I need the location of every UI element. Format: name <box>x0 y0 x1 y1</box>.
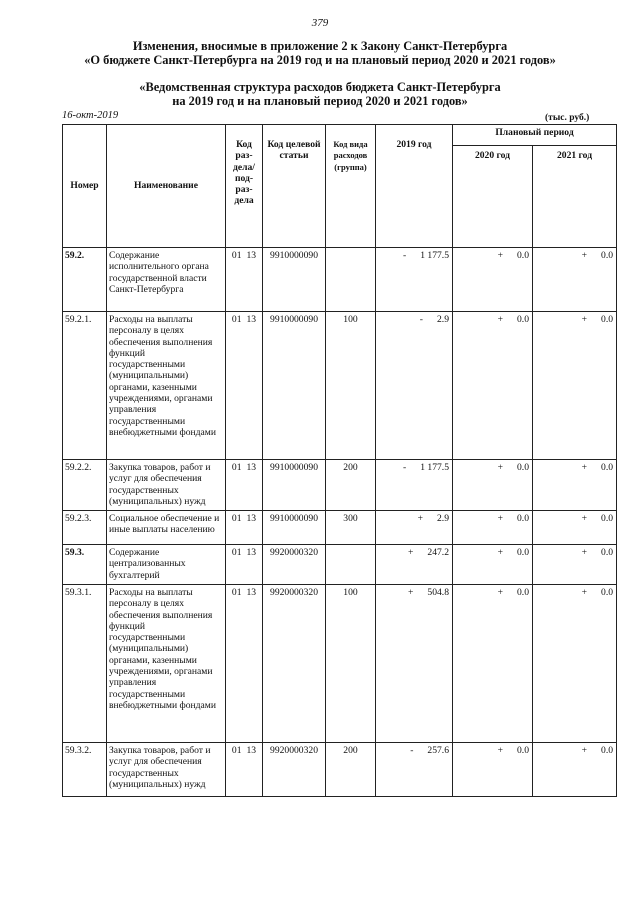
row-name: Закупка товаров, работ и услуг для обеспечения государственных (муниципальных) нужд <box>107 743 226 797</box>
sign: + <box>497 745 503 756</box>
subsection-code: 13 <box>246 250 257 261</box>
subsection-code: 13 <box>246 587 257 598</box>
value: 2.9 <box>437 513 449 524</box>
row-kind-code <box>326 545 376 585</box>
table-row <box>63 460 617 511</box>
row-kind-code: 100 <box>326 312 376 460</box>
sign: + <box>497 513 503 524</box>
sign: + <box>581 462 588 473</box>
row-name: Содержание исполнительного органа государственной власти Санкт-Петербурга <box>107 248 226 312</box>
row-2021-amount <box>533 511 617 545</box>
value: 257.6 <box>427 745 449 756</box>
budget-table <box>62 124 617 797</box>
row-2019-amount <box>376 585 453 743</box>
section-code: 01 <box>231 745 242 756</box>
sign: - <box>403 462 407 473</box>
units-label: (тыс. руб.) <box>545 113 590 123</box>
row-target-code: 9910000090 <box>263 511 326 545</box>
row-2019-amount <box>376 248 453 312</box>
sign: - <box>403 250 407 261</box>
subsection-code: 13 <box>246 745 257 756</box>
value: 0.0 <box>517 462 529 473</box>
row-name: Расходы на выплаты персоналу в целях обеспечения выполнения функций государственными (муниципальными) органами, казенными учреждениями, органами управления государственными внебюджетными фондами <box>107 312 226 460</box>
row-number: 59.3.2. <box>63 743 107 797</box>
value: 504.8 <box>427 587 449 598</box>
row-kind-code: 100 <box>326 585 376 743</box>
document-date: 16-окт-2019 <box>62 110 119 121</box>
row-name: Закупка товаров, работ и услуг для обеспечения государственных (муниципальных) нужд <box>107 460 226 511</box>
row-number: 59.2.3. <box>63 511 107 545</box>
row-2019-amount <box>376 460 453 511</box>
value: 247.2 <box>427 547 449 558</box>
section-code: 01 <box>231 547 242 558</box>
row-section-code <box>226 248 263 312</box>
row-number: 59.2.1. <box>63 312 107 460</box>
row-2021-amount <box>533 545 617 585</box>
table-row <box>63 248 617 312</box>
header-kind-code: Код вида расходов (группа) <box>326 125 376 248</box>
row-2019-amount <box>376 312 453 460</box>
header-2020: 2020 год <box>453 145 533 247</box>
value: 0.0 <box>517 250 529 261</box>
value: 0.0 <box>601 462 614 473</box>
law-title-line-1: Изменения, вносимые в приложение 2 к Закону Санкт-Петербурга <box>132 39 508 53</box>
sign: + <box>497 587 503 598</box>
row-2020-amount <box>453 585 533 743</box>
row-target-code: 9920000320 <box>263 545 326 585</box>
subsection-code: 13 <box>246 314 257 325</box>
row-kind-code <box>326 248 376 312</box>
page-number: 379 <box>311 17 329 29</box>
subsection-code: 13 <box>246 547 257 558</box>
table-row <box>63 511 617 545</box>
sign: + <box>417 513 423 524</box>
value: 0.0 <box>601 314 614 325</box>
row-section-code <box>226 743 263 797</box>
sign: + <box>497 250 503 261</box>
row-section-code <box>226 511 263 545</box>
row-kind-code: 200 <box>326 460 376 511</box>
sign: + <box>497 462 503 473</box>
header-name: Наименование <box>107 125 226 248</box>
value: 0.0 <box>601 250 614 261</box>
section-code: 01 <box>231 587 242 598</box>
row-2021-amount <box>533 312 617 460</box>
table-row <box>63 545 617 585</box>
row-section-code <box>226 312 263 460</box>
value: 2.9 <box>437 314 449 325</box>
row-2020-amount <box>453 511 533 545</box>
header-target-code: Код целевой статьи <box>263 125 326 248</box>
header-plan-period: Плановый период <box>453 125 617 146</box>
row-target-code: 9910000090 <box>263 312 326 460</box>
row-2020-amount <box>453 743 533 797</box>
row-target-code: 9910000090 <box>263 460 326 511</box>
value: 0.0 <box>601 587 614 598</box>
row-target-code: 9910000090 <box>263 248 326 312</box>
row-number: 59.2.2. <box>63 460 107 511</box>
row-2021-amount <box>533 585 617 743</box>
row-2020-amount <box>453 248 533 312</box>
value: 0.0 <box>601 745 614 756</box>
row-2019-amount <box>376 511 453 545</box>
appendix-title-line-1: «Ведомственная структура расходов бюджета Санкт-Петербурга <box>139 80 501 94</box>
sign: + <box>581 513 588 524</box>
sign: + <box>581 587 588 598</box>
row-kind-code: 300 <box>326 511 376 545</box>
table-row <box>63 585 617 743</box>
row-2020-amount <box>453 545 533 585</box>
row-section-code <box>226 545 263 585</box>
row-2019-amount <box>376 743 453 797</box>
row-2021-amount <box>533 248 617 312</box>
row-section-code <box>226 585 263 743</box>
row-section-code <box>226 460 263 511</box>
row-2019-amount <box>376 545 453 585</box>
subsection-code: 13 <box>246 513 257 524</box>
sign: + <box>581 547 588 558</box>
sign: + <box>407 547 414 558</box>
law-title-line-2: «О бюджете Санкт-Петербурга на 2019 год и на плановый период 2020 и 2021 годов» <box>84 53 556 67</box>
sign: + <box>581 250 588 261</box>
row-number: 59.3.1. <box>63 585 107 743</box>
row-2020-amount <box>453 460 533 511</box>
value: 0.0 <box>517 314 529 325</box>
row-kind-code: 200 <box>326 743 376 797</box>
row-target-code: 9920000320 <box>263 743 326 797</box>
value: 0.0 <box>517 587 529 598</box>
section-code: 01 <box>231 513 242 524</box>
table-row <box>63 743 617 797</box>
row-2021-amount <box>533 743 617 797</box>
row-name: Социальное обеспечение и иные выплаты населению <box>107 511 226 545</box>
header-2019: 2019 год <box>376 125 453 248</box>
sign: + <box>497 547 503 558</box>
row-2020-amount <box>453 312 533 460</box>
section-code: 01 <box>231 250 242 261</box>
section-code: 01 <box>231 462 242 473</box>
value: 0.0 <box>517 513 529 524</box>
row-number: 59.2. <box>63 248 107 312</box>
value: 0.0 <box>517 745 529 756</box>
value: 0.0 <box>601 513 614 524</box>
subsection-code: 13 <box>246 462 257 473</box>
header-section-code: Код раз-дела/ под-раз-дела <box>226 125 263 248</box>
row-2021-amount <box>533 460 617 511</box>
appendix-title-line-2: на 2019 год и на плановый период 2020 и 2021 годов» <box>172 94 468 108</box>
sign: - <box>410 745 414 756</box>
row-number: 59.3. <box>63 545 107 585</box>
sign: + <box>407 587 414 598</box>
sign: + <box>581 745 588 756</box>
table-row <box>63 312 617 460</box>
sign: + <box>581 314 588 325</box>
value: 0.0 <box>517 547 529 558</box>
row-name: Расходы на выплаты персоналу в целях обеспечения выполнения функций государственными (муниципальными) органами, казенными учреждениями, органами управления государственными внебюджетными фондами <box>107 585 226 743</box>
section-code: 01 <box>231 314 242 325</box>
row-name: Содержание централизованных бухгалтерий <box>107 545 226 585</box>
header-number: Номер <box>63 125 107 248</box>
value: 0.0 <box>601 547 614 558</box>
value: 1 177.5 <box>420 250 449 261</box>
sign: + <box>497 314 503 325</box>
row-target-code: 9920000320 <box>263 585 326 743</box>
value: 1 177.5 <box>420 462 449 473</box>
sign: - <box>419 314 423 325</box>
header-2021: 2021 год <box>533 145 617 247</box>
